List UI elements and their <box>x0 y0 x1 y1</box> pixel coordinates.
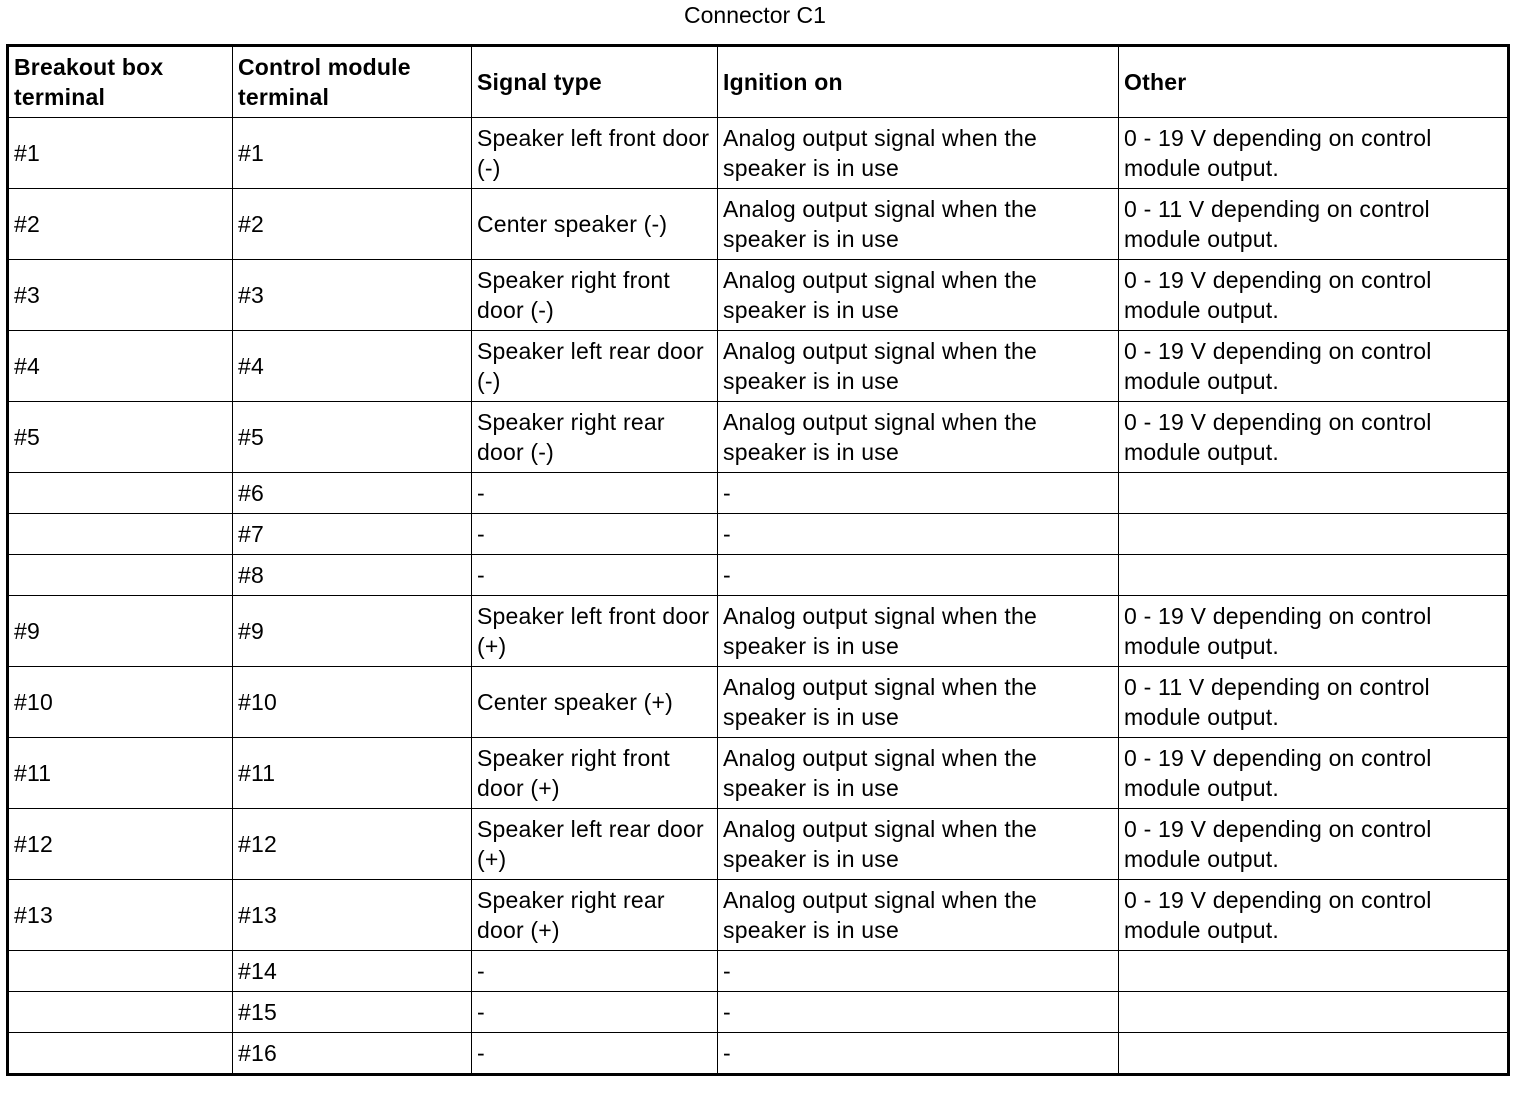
control-module-terminal-cell: #16 <box>233 1033 472 1075</box>
other-cell: 0 - 19 V depending on control module output. <box>1119 880 1509 951</box>
ignition-on-cell: Analog output signal when the speaker is in use <box>718 596 1119 667</box>
header-control-module-terminal: Control module terminal <box>233 46 472 118</box>
ignition-on-cell: Analog output signal when the speaker is in use <box>718 260 1119 331</box>
ignition-on-cell: - <box>718 555 1119 596</box>
table-row <box>8 880 1509 951</box>
signal-type-cell: - <box>472 951 718 992</box>
other-cell <box>1119 514 1509 555</box>
connector-pinout-table <box>6 44 1510 1076</box>
signal-type-cell: - <box>472 473 718 514</box>
table-row <box>8 473 1509 514</box>
control-module-terminal-cell: #1 <box>233 118 472 189</box>
table-row <box>8 667 1509 738</box>
other-cell: 0 - 19 V depending on control module output. <box>1119 809 1509 880</box>
other-cell: 0 - 11 V depending on control module output. <box>1119 667 1509 738</box>
table-row <box>8 555 1509 596</box>
ignition-on-cell: - <box>718 514 1119 555</box>
control-module-terminal-cell: #5 <box>233 402 472 473</box>
breakout-box-terminal-cell <box>8 514 233 555</box>
breakout-box-terminal-cell <box>8 473 233 514</box>
control-module-terminal-cell: #14 <box>233 951 472 992</box>
table-row <box>8 992 1509 1033</box>
control-module-terminal-cell: #11 <box>233 738 472 809</box>
other-cell <box>1119 473 1509 514</box>
signal-type-cell: - <box>472 514 718 555</box>
breakout-box-terminal-cell <box>8 1033 233 1075</box>
table-row <box>8 189 1509 260</box>
other-cell: 0 - 11 V depending on control module output. <box>1119 189 1509 260</box>
signal-type-cell: - <box>472 555 718 596</box>
signal-type-cell: Speaker left front door (+) <box>472 596 718 667</box>
control-module-terminal-cell: #9 <box>233 596 472 667</box>
signal-type-cell: - <box>472 992 718 1033</box>
signal-type-cell: Speaker left rear door (+) <box>472 809 718 880</box>
signal-type-cell: Speaker right rear door (-) <box>472 402 718 473</box>
other-cell: 0 - 19 V depending on control module output. <box>1119 118 1509 189</box>
table-row <box>8 596 1509 667</box>
signal-type-cell: Speaker left front door (-) <box>472 118 718 189</box>
breakout-box-terminal-cell: #4 <box>8 331 233 402</box>
other-cell: 0 - 19 V depending on control module output. <box>1119 596 1509 667</box>
ignition-on-cell: - <box>718 992 1119 1033</box>
breakout-box-terminal-cell: #9 <box>8 596 233 667</box>
table-row <box>8 809 1509 880</box>
signal-type-cell: Center speaker (+) <box>472 667 718 738</box>
header-other: Other <box>1119 46 1509 118</box>
control-module-terminal-cell: #13 <box>233 880 472 951</box>
ignition-on-cell: Analog output signal when the speaker is in use <box>718 880 1119 951</box>
breakout-box-terminal-cell: #5 <box>8 402 233 473</box>
table-row <box>8 1033 1509 1075</box>
signal-type-cell: Speaker left rear door (-) <box>472 331 718 402</box>
breakout-box-terminal-cell: #1 <box>8 118 233 189</box>
signal-type-cell: Center speaker (-) <box>472 189 718 260</box>
header-breakout-box-terminal: Breakout box terminal <box>8 46 233 118</box>
other-cell <box>1119 555 1509 596</box>
ignition-on-cell: - <box>718 951 1119 992</box>
breakout-box-terminal-cell <box>8 992 233 1033</box>
breakout-box-terminal-cell: #13 <box>8 880 233 951</box>
breakout-box-terminal-cell: #10 <box>8 667 233 738</box>
ignition-on-cell: - <box>718 473 1119 514</box>
table-row <box>8 514 1509 555</box>
control-module-terminal-cell: #10 <box>233 667 472 738</box>
breakout-box-terminal-cell <box>8 951 233 992</box>
ignition-on-cell: - <box>718 1033 1119 1075</box>
ignition-on-cell: Analog output signal when the speaker is in use <box>718 331 1119 402</box>
signal-type-cell: Speaker right front door (+) <box>472 738 718 809</box>
control-module-terminal-cell: #6 <box>233 473 472 514</box>
breakout-box-terminal-cell: #11 <box>8 738 233 809</box>
table-caption: Connector C1 <box>684 2 826 28</box>
breakout-box-terminal-cell: #2 <box>8 189 233 260</box>
header-signal-type: Signal type <box>472 46 718 118</box>
control-module-terminal-cell: #2 <box>233 189 472 260</box>
control-module-terminal-cell: #12 <box>233 809 472 880</box>
signal-type-cell: Speaker right front door (-) <box>472 260 718 331</box>
control-module-terminal-cell: #3 <box>233 260 472 331</box>
table-row <box>8 331 1509 402</box>
ignition-on-cell: Analog output signal when the speaker is in use <box>718 189 1119 260</box>
control-module-terminal-cell: #15 <box>233 992 472 1033</box>
signal-type-cell: Speaker right rear door (+) <box>472 880 718 951</box>
other-cell <box>1119 992 1509 1033</box>
ignition-on-cell: Analog output signal when the speaker is in use <box>718 402 1119 473</box>
table-row <box>8 260 1509 331</box>
breakout-box-terminal-cell <box>8 555 233 596</box>
control-module-terminal-cell: #7 <box>233 514 472 555</box>
signal-type-cell: - <box>472 1033 718 1075</box>
breakout-box-terminal-cell: #12 <box>8 809 233 880</box>
header-ignition-on: Ignition on <box>718 46 1119 118</box>
ignition-on-cell: Analog output signal when the speaker is in use <box>718 667 1119 738</box>
table-row <box>8 118 1509 189</box>
control-module-terminal-cell: #8 <box>233 555 472 596</box>
table-row <box>8 951 1509 992</box>
breakout-box-terminal-cell: #3 <box>8 260 233 331</box>
ignition-on-cell: Analog output signal when the speaker is in use <box>718 738 1119 809</box>
other-cell: 0 - 19 V depending on control module output. <box>1119 260 1509 331</box>
table-row <box>8 738 1509 809</box>
table-header-row <box>8 46 1509 118</box>
other-cell: 0 - 19 V depending on control module output. <box>1119 331 1509 402</box>
ignition-on-cell: Analog output signal when the speaker is in use <box>718 118 1119 189</box>
other-cell: 0 - 19 V depending on control module output. <box>1119 402 1509 473</box>
ignition-on-cell: Analog output signal when the speaker is in use <box>718 809 1119 880</box>
control-module-terminal-cell: #4 <box>233 331 472 402</box>
table-row <box>8 402 1509 473</box>
other-cell: 0 - 19 V depending on control module output. <box>1119 738 1509 809</box>
other-cell <box>1119 951 1509 992</box>
other-cell <box>1119 1033 1509 1075</box>
